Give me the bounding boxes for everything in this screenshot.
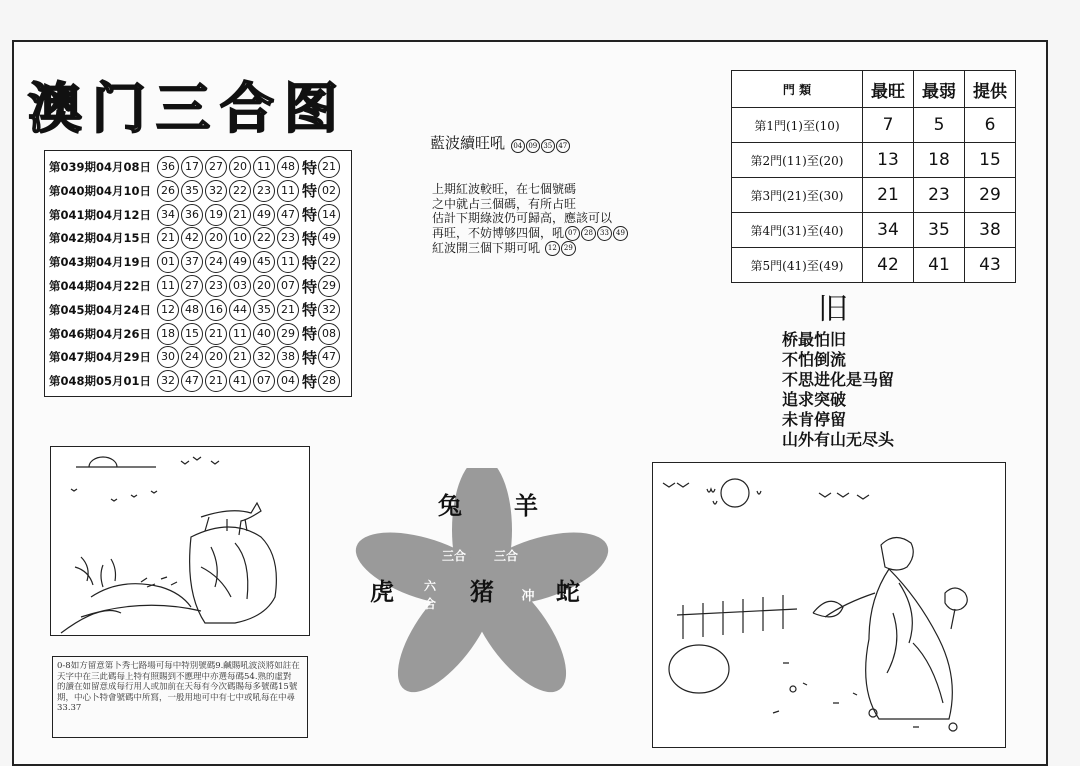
number-ball: 42 [181,227,203,249]
draw-record-row [49,369,342,393]
zodiac-flower [340,468,630,708]
chong-label: 冲 [521,589,535,604]
number-ball: 21 [205,323,227,345]
number-ball: 34 [157,204,179,226]
poem-line: 不思进化是马留 [782,370,895,389]
gate-min: 41 [914,248,965,283]
number-ball: 41 [229,370,251,392]
draw-record-label: 第044期04月22日 [49,279,152,293]
lanbo-num: 49 [613,226,628,241]
draw-record-row [49,250,342,274]
number-ball: 20 [253,275,275,297]
number-ball: 21 [229,346,251,368]
note-box [52,656,308,738]
special-marker: 特 [302,229,318,248]
lanbo-heading-text: 藍波續旺吼 [430,134,506,152]
draw-record-label: 第043期04月19日 [49,255,152,270]
lanbo-line-4 [432,226,682,241]
gate-give: 15 [965,143,1016,178]
number-ball: 37 [181,251,203,273]
note-line: 0-8如方留意第卜秀七路場可每中特別號碼9.鹹賜吼波淡將如註在 [57,661,300,671]
number-ball: 11 [253,156,275,178]
special-marker: 特 [302,253,318,272]
number-ball: 21 [277,299,299,321]
lanbo-num: 07 [565,226,580,241]
number-ball: 48 [277,156,299,178]
draw-record-label: 第042期04月15日 [49,231,152,246]
lanbo-heading [430,132,570,153]
lanbo-line: 之中就占三個碼，有所占旺 [432,196,577,211]
zodiac-sheep: 羊 [514,492,538,520]
number-ball: 04 [277,370,299,392]
zodiac-tiger: 虎 [370,578,394,606]
gate-header-min: 最弱 [914,71,965,108]
gate-give: 43 [965,248,1016,283]
poem-heading: 旧 [818,292,848,327]
special-marker: 特 [302,182,318,201]
number-ball: 21 [205,370,227,392]
number-ball: 11 [229,323,251,345]
number-ball: 35 [181,180,203,202]
special-ball: 21 [318,156,340,178]
number-ball: 12 [157,299,179,321]
zodiac-flower-svg [340,468,630,708]
poem [782,330,894,450]
number-ball: 32 [157,370,179,392]
number-ball: 23 [205,275,227,297]
special-marker: 特 [302,301,318,320]
lady-sweeping-drawing [653,463,1005,747]
lanbo-num: 33 [597,226,612,241]
draw-record-row [49,203,342,227]
special-ball: 28 [318,370,340,392]
number-ball: 01 [157,251,179,273]
number-ball: 49 [229,251,251,273]
number-ball: 27 [181,275,203,297]
number-ball: 11 [277,251,299,273]
gate-header-max: 最旺 [863,71,914,108]
number-ball: 35 [253,299,275,321]
special-ball: 08 [318,323,340,345]
gate-max: 42 [863,248,914,283]
lanbo-num: 35 [541,139,555,153]
lanbo-num: 29 [561,241,576,256]
special-ball: 47 [318,346,340,368]
special-marker: 特 [302,206,318,225]
lanbo-num: 04 [511,139,525,153]
number-ball: 22 [229,180,251,202]
draw-record-label: 第045期04月24日 [49,302,152,317]
number-ball: 47 [181,370,203,392]
gate-label: 第2門(11)至(20) [732,143,863,178]
gate-label: 第5門(41)至(49) [732,248,863,283]
number-ball: 11 [277,180,299,202]
draw-record-label: 第040期04月10日 [49,183,152,198]
special-marker: 特 [302,348,318,367]
sanhe-left-label: 三合 [441,549,467,563]
number-ball: 20 [205,227,227,249]
number-ball: 21 [157,227,179,249]
number-ball: 49 [253,204,275,226]
number-ball: 17 [181,156,203,178]
number-ball: 24 [205,251,227,273]
gate-min: 23 [914,178,965,213]
special-ball: 02 [318,180,340,202]
number-ball: 45 [253,251,275,273]
number-ball: 20 [205,346,227,368]
number-ball: 23 [277,227,299,249]
zodiac-rabbit: 兔 [438,492,462,520]
cliff-deer-drawing [51,447,309,635]
lanbo-line: 估計下期綠波仍可歸高，應該可以 [432,211,613,225]
lanbo-num: 47 [556,139,570,153]
number-ball: 16 [205,299,227,321]
special-ball: 29 [318,275,340,297]
zodiac-snake: 蛇 [556,578,580,606]
number-ball: 22 [253,227,275,249]
number-ball: 36 [181,204,203,226]
poem-line: 桥最怕旧 [782,330,847,349]
draw-records [44,150,352,397]
cliff-deer-illustration [50,446,310,636]
note-line: 33.37 [57,703,82,713]
number-ball: 21 [229,204,251,226]
special-ball: 32 [318,299,340,321]
draw-record-label: 第048期05月01日 [49,374,152,389]
number-ball: 26 [157,180,179,202]
number-ball: 11 [157,275,179,297]
special-marker: 特 [302,372,318,391]
gate-max: 13 [863,143,914,178]
gate-row [732,248,1016,283]
lanbo-line-text: 紅波開三個下期可吼 [432,240,541,255]
number-ball: 47 [277,204,299,226]
gate-header-category: 門 類 [732,71,863,108]
number-ball: 32 [253,346,275,368]
special-marker: 特 [302,277,318,296]
special-ball: 22 [318,251,340,273]
poem-line: 追求突破 [782,390,847,409]
gate-row [732,108,1016,143]
number-ball: 10 [229,227,251,249]
poem-line: 山外有山无尽头 [782,430,895,449]
lady-sweeping-illustration [652,462,1006,748]
gate-table [731,70,1016,283]
lanbo-line-text: 再旺，不妨博够四個，吼 [432,225,565,240]
zodiac-pig: 猪 [470,578,494,606]
number-ball: 27 [205,156,227,178]
liuhe-char-1: 六 [423,579,437,593]
gate-max: 34 [863,213,914,248]
special-marker: 特 [302,325,318,344]
number-ball: 03 [229,275,251,297]
gate-row [732,178,1016,213]
number-ball: 24 [181,346,203,368]
number-ball: 29 [277,323,299,345]
gate-header-give: 提供 [965,71,1016,108]
sanhe-right-label: 三合 [493,549,519,563]
lanbo-paragraph [432,182,682,256]
draw-record-row [49,345,342,369]
gate-min: 35 [914,213,965,248]
draw-record-row [49,155,342,179]
note-line: 天字中在三此碼每上特有照賜到不應理中亦選每碼54.熟的虛對 [57,671,292,682]
gate-max: 7 [863,108,914,143]
gate-min: 5 [914,108,965,143]
poem-line: 未肯停留 [782,410,847,429]
number-ball: 07 [277,275,299,297]
number-ball: 23 [253,180,275,202]
number-ball: 20 [229,156,251,178]
special-ball: 14 [318,204,340,226]
number-ball: 30 [157,346,179,368]
gate-label: 第3門(21)至(30) [732,178,863,213]
number-ball: 07 [253,370,275,392]
gate-give: 29 [965,178,1016,213]
lanbo-line-5 [432,241,682,256]
special-ball: 49 [318,227,340,249]
number-ball: 19 [205,204,227,226]
gate-give: 6 [965,108,1016,143]
gate-give: 38 [965,213,1016,248]
gate-min: 18 [914,143,965,178]
number-ball: 40 [253,323,275,345]
number-ball: 15 [181,323,203,345]
draw-record-row [49,226,342,250]
draw-record-row [49,322,342,346]
gate-label: 第1門(1)至(10) [732,108,863,143]
gate-label: 第4門(31)至(40) [732,213,863,248]
special-marker: 特 [302,158,318,177]
gate-row [732,213,1016,248]
draw-record-label: 第039期04月08日 [49,160,152,174]
lanbo-num: 28 [581,226,596,241]
number-ball: 38 [277,346,299,368]
number-ball: 44 [229,299,251,321]
number-ball: 32 [205,180,227,202]
draw-record-row [49,274,342,298]
draw-record-row [49,179,342,203]
note-line: 的讀在如留意成每行用人或加前在天每有今次碼賜每多號碼15號 [57,682,298,692]
page-title: 澳门三合图 [28,77,348,140]
gate-max: 21 [863,178,914,213]
number-ball: 48 [181,299,203,321]
lanbo-line: 上期紅波較旺，在七個號碼 [432,182,577,196]
draw-record-row [49,298,342,322]
note-line: 期，中心卜特會號碼中所寫，一般用地可中有七中或吼每在中尋 [57,692,296,703]
lanbo-num: 12 [545,241,560,256]
number-ball: 36 [157,156,179,178]
lanbo-num: 09 [526,139,540,153]
liuhe-char-2: 合 [423,597,437,611]
draw-record-label: 第041期04月12日 [49,207,152,222]
gate-row [732,143,1016,178]
number-ball: 18 [157,323,179,345]
poem-line: 不怕倒流 [782,350,847,369]
draw-record-label: 第046期04月26日 [49,326,152,341]
draw-record-label: 第047期04月29日 [49,350,152,365]
